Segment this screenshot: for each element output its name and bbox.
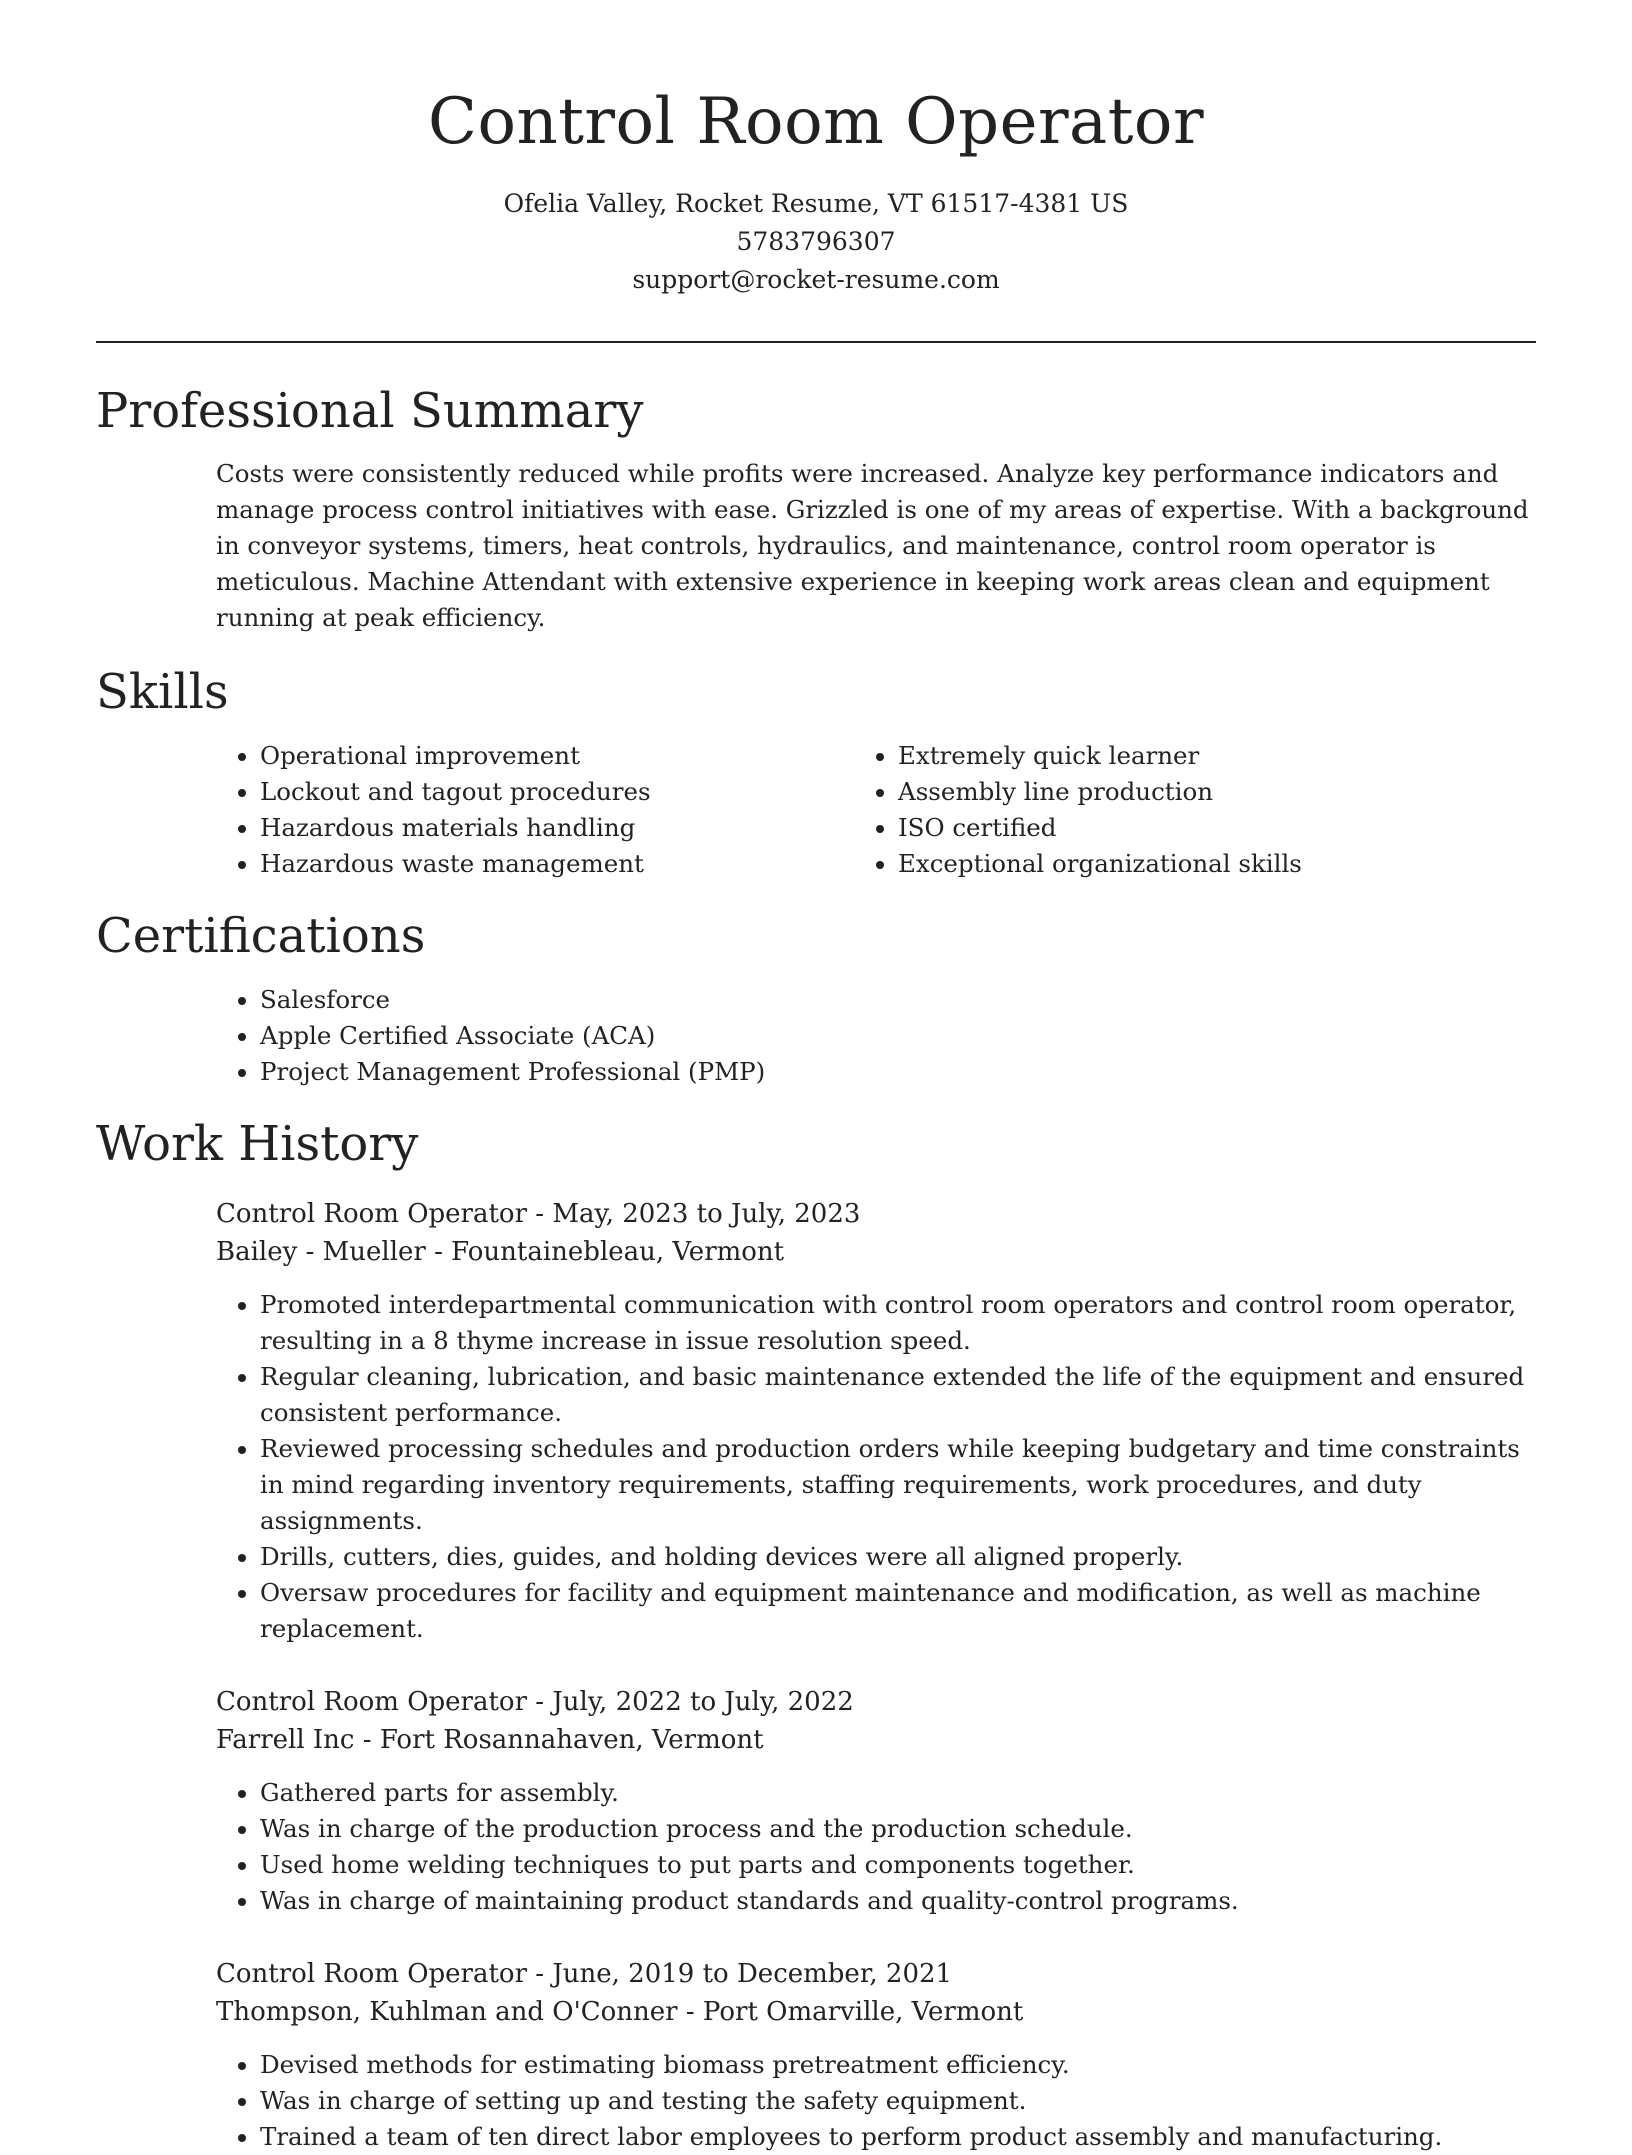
skill-item: • ISO certified: [898, 810, 1536, 846]
skills-column-right: [898, 738, 1536, 882]
skill-item: • Assembly line production: [898, 774, 1536, 810]
job-entry: [216, 1683, 1536, 1919]
job-dates: - July, 2022 to July, 2022: [527, 1687, 854, 1718]
job-bullets: [216, 2047, 1536, 2155]
job-role: Control Room Operator: [216, 1687, 528, 1718]
job-bullet: • Used home welding techniques to put parts and components together.: [260, 1847, 1536, 1883]
summary-heading: Professional Summary: [96, 382, 644, 439]
job-company: Bailey - Mueller: [216, 1237, 426, 1268]
resume-header: [96, 0, 1536, 299]
certification-item: • Project Management Professional (PMP): [260, 1054, 1536, 1090]
contact-phone: 5783796307: [736, 226, 896, 256]
job-bullet: • Was in charge of the production process and the production schedule.: [260, 1811, 1536, 1847]
certifications-list: [216, 982, 1536, 1090]
resume-page: [96, 0, 1536, 2155]
contact-info: [96, 185, 1536, 299]
job-bullet: • Regular cleaning, lubrication, and basic maintenance extended the life of the equipment and ensured consistent performance.: [260, 1359, 1536, 1431]
job-bullet: • Oversaw procedures for facility and equipment maintenance and modification, as well as machine replacement.: [260, 1575, 1536, 1647]
job-bullet: • Drills, cutters, dies, guides, and holding devices were all aligned properly.: [260, 1539, 1536, 1575]
job-company: Thompson, Kuhlman and O'Conner: [216, 1997, 678, 2028]
skills-section: [96, 664, 1536, 882]
job-location: - Fort Rosannahaven, Vermont: [354, 1725, 764, 1756]
candidate-name: Control Room Operator: [427, 85, 1205, 159]
certification-item: • Apple Certified Associate (ACA): [260, 1018, 1536, 1054]
job-location: - Fountainebleau, Vermont: [425, 1237, 785, 1268]
work-history-heading: Work History: [96, 1115, 419, 1172]
skills-grid: [216, 738, 1536, 882]
certifications-section: [96, 908, 1536, 1090]
job-title-line: [216, 1955, 1536, 1993]
job-bullet: • Promoted interdepartmental communication with control room operators and control room operator, resulting in a 8 thyme increase in issue resolution speed.: [260, 1287, 1536, 1359]
job-bullet: • Was in charge of setting up and testing the safety equipment.: [260, 2083, 1536, 2119]
job-company-line: [216, 1233, 1536, 1271]
job-location: - Port Omarville, Vermont: [677, 1997, 1024, 2028]
summary-section: [96, 383, 1536, 637]
job-bullet: • Trained a team of ten direct labor employees to perform product assembly and manufacturing.: [260, 2119, 1536, 2155]
contact-email: support@rocket-resume.com: [632, 264, 1000, 294]
job-title-line: [216, 1195, 1536, 1233]
skills-heading: Skills: [96, 664, 229, 721]
skill-item: • Extremely quick learner: [898, 738, 1536, 774]
summary-text: Costs were consistently reduced while profits were increased. Analyze key performance indicators and manage process control initiatives with ease. Grizzled is one of my areas of expertise. With a background in conveyor systems, timers, heat controls, hydraulics, and maintenance, control room operator is meticulous. Machine Attendant with extensive experience in keeping work areas clean and equipment running at peak efficiency.: [216, 459, 1529, 633]
job-bullet: • Was in charge of maintaining product standards and quality-control programs.: [260, 1883, 1536, 1919]
job-entry: [216, 1955, 1536, 2155]
skill-item: • Exceptional organizational skills: [898, 846, 1536, 882]
job-company-line: [216, 1993, 1536, 2031]
skill-item: • Hazardous materials handling: [260, 810, 898, 846]
job-dates: - May, 2023 to July, 2023: [527, 1199, 861, 1230]
job-entry: [216, 1195, 1536, 1647]
job-bullet: • Devised methods for estimating biomass pretreatment efficiency.: [260, 2047, 1536, 2083]
header-divider: [96, 341, 1536, 343]
job-bullets: [216, 1775, 1536, 1919]
certification-item: • Salesforce: [260, 982, 1536, 1018]
skill-item: • Operational improvement: [260, 738, 898, 774]
job-bullet: • Gathered parts for assembly.: [260, 1775, 1536, 1811]
skill-item: • Lockout and tagout procedures: [260, 774, 898, 810]
job-title-line: [216, 1683, 1536, 1721]
job-bullet: • Reviewed processing schedules and production orders while keeping budgetary and time constraints in mind regarding inventory requirements, staffing requirements, work procedures, and duty assignments.: [260, 1431, 1536, 1539]
skill-item: • Hazardous waste management: [260, 846, 898, 882]
skills-column-left: [260, 738, 898, 882]
work-history-section: [96, 1116, 1536, 2155]
job-company: Farrell Inc: [216, 1725, 355, 1756]
certifications-heading: Certifications: [96, 907, 426, 964]
job-role: Control Room Operator: [216, 1199, 528, 1230]
job-company-line: [216, 1721, 1536, 1759]
job-role: Control Room Operator: [216, 1959, 528, 1990]
job-dates: - June, 2019 to December, 2021: [527, 1959, 953, 1990]
contact-address: Ofelia Valley, Rocket Resume, VT 61517-4381 US: [503, 188, 1129, 218]
job-bullets: [216, 1287, 1536, 1647]
